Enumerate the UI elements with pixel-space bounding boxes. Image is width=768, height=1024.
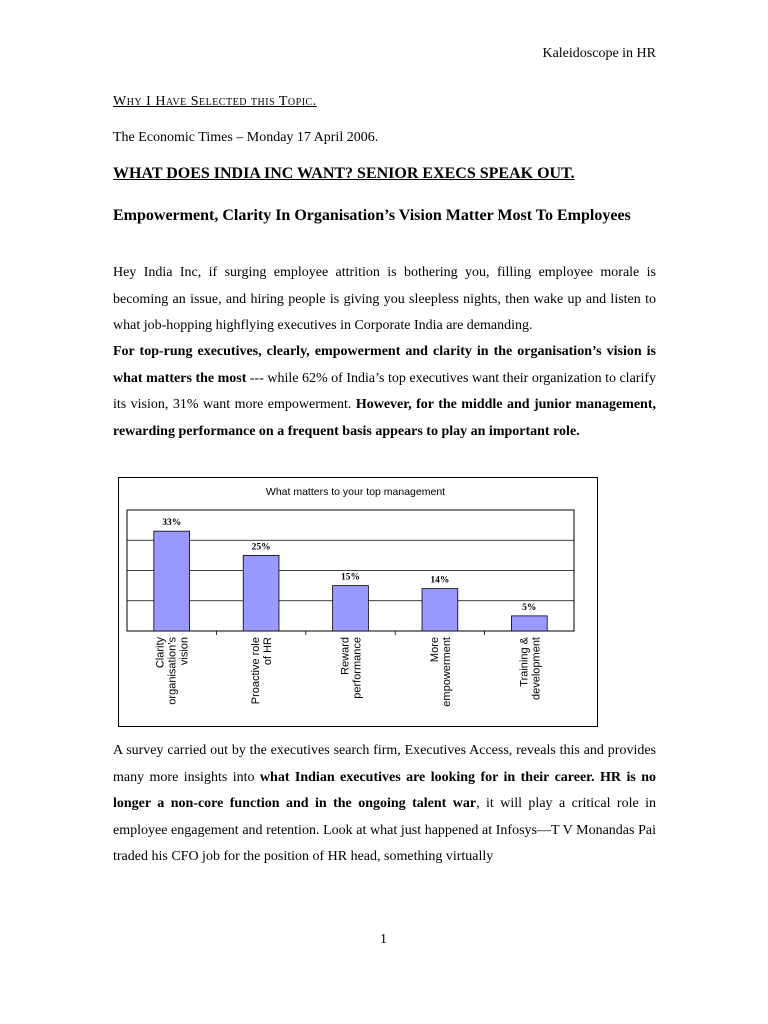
- section-heading: Why I Have Selected this Topic.: [113, 94, 317, 109]
- data-label-3: 15%: [341, 572, 360, 583]
- paragraph-intro: Hey India Inc, if surging employee attrition is bothering you, filling employee morale is becoming an issue, and hiring people is giving you sleepless nights, then wake up and listen to what job-hopping highflying executives in Corporate India are demanding.: [113, 265, 656, 333]
- category-label-2: Proactive roleof HR: [250, 637, 275, 705]
- bar-1: [154, 531, 190, 631]
- category-label-5: Training &development: [518, 637, 543, 700]
- data-label-5: 5%: [522, 602, 537, 613]
- article-subheadline: Empowerment, Clarity In Organisation’s Vision Matter Most To Employees: [113, 207, 631, 224]
- data-label-4: 14%: [430, 575, 450, 586]
- paragraph-findings-text-1: --- while 62% of India’s top executives want their organization to clarify its vision, 31% want more empowerment.: [113, 370, 657, 412]
- bar-chart: [119, 478, 599, 728]
- chart-title: What matters to your top management: [265, 486, 446, 498]
- bar-2: [243, 555, 279, 631]
- paragraph-findings-bold-2: However, for the middle and junior management, rewarding performance on a frequent basis appears to play an important role.: [113, 397, 656, 439]
- article-headline: WHAT DOES INDIA INC WANT? SENIOR EXECS SPEAK OUT.: [113, 165, 575, 182]
- bar-chart-frame: [118, 477, 598, 727]
- category-label-1: Clarityorganisation’svision: [154, 637, 191, 705]
- paragraph-survey-text-2: , it will play a critical role in employee engagement and retention. Look at what just happened at Infosys—T V Monandas Pai traded his CFO job for the position of HR head, something virtually: [113, 796, 656, 864]
- category-label-3: Rewardperformance: [339, 637, 364, 699]
- page-number: 1: [380, 932, 387, 947]
- paragraph-findings-bold-1: For top-rung executives, clearly, empowerment and clarity in the organisation’s vision is what matters the most: [113, 344, 656, 386]
- bar-4: [422, 589, 458, 631]
- data-label-2: 25%: [251, 542, 271, 553]
- paragraph-findings: [113, 339, 656, 445]
- paragraph-survey-bold-1: what Indian executives are looking for in their career. HR is no longer a non-core function and in the ongoing talent war: [113, 769, 656, 811]
- running-header: Kaleidoscope in HR: [542, 46, 656, 61]
- bar-5: [511, 616, 547, 631]
- paragraph-survey-text-1: A survey carried out by the executives search firm, Executives Access, reveals this and provides many more insights into: [113, 743, 656, 785]
- source-line: The Economic Times – Monday 17 April 2006.: [113, 130, 379, 145]
- paragraph-survey: [113, 738, 656, 871]
- data-label-1: 33%: [162, 518, 182, 529]
- bar-3: [333, 586, 369, 631]
- category-label-4: Moreempowerment: [428, 637, 453, 707]
